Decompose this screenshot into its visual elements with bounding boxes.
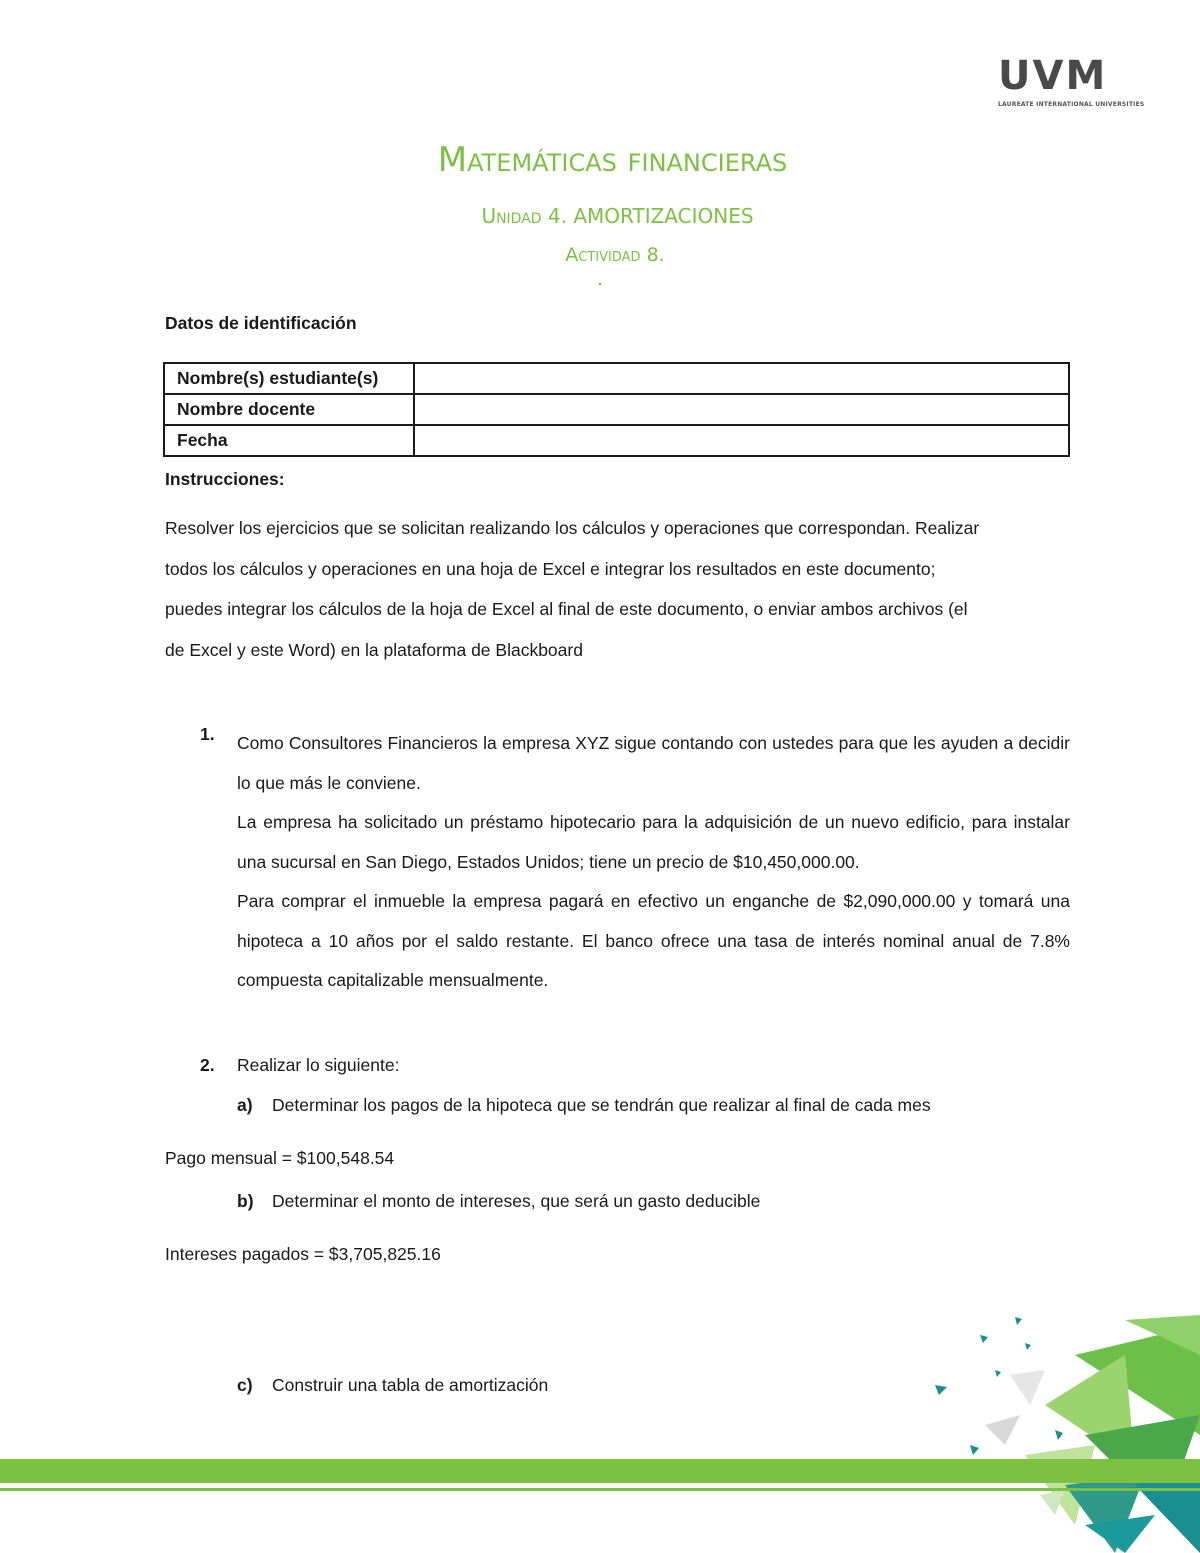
instruction-line: puedes integrar los cálculos de la hoja de Excel al final de este documento, o enviar ambos archivos (el	[165, 599, 968, 619]
footer-bar	[0, 1459, 1200, 1483]
item-number: 1.	[200, 724, 215, 744]
activity-label: Actividad 8.	[565, 244, 665, 266]
item-1-paragraph: Para comprar el inmueble la empresa pagará en efectivo un enganche de $2,090,000.00 y tomará una hipoteca a 10 años por el saldo restante. El banco ofrece una tasa de interés nominal anual de 7.8% compuesta capitalizable mensualmente.	[237, 891, 1070, 990]
row-value[interactable]	[414, 394, 1069, 425]
item-1-content	[237, 724, 1070, 1001]
row-label: Nombre docente	[164, 394, 414, 425]
logo-tagline: LAUREATE INTERNATIONAL UNIVERSITIES	[998, 101, 1145, 108]
footer-line	[0, 1488, 1200, 1491]
decorative-dot	[599, 283, 601, 285]
unit-subtitle: Unidad 4. AMORTIZACIONES	[481, 204, 754, 228]
subitem-letter: c)	[237, 1375, 253, 1395]
instructions-heading: Instrucciones:	[165, 469, 285, 489]
document-title: Matemáticas financieras	[437, 140, 788, 180]
instruction-line: Resolver los ejercicios que se solicitan realizando los cálculos y operaciones que correspondan. Realizar	[165, 518, 980, 538]
subitem-letter: a)	[237, 1095, 253, 1115]
decorative-triangles-graphic	[925, 1315, 1200, 1553]
item-1-paragraph: Como Consultores Financieros la empresa XYZ sigue contando con ustedes para que les ayuden a decidir lo que más le conviene.	[237, 733, 1070, 793]
instruction-line: de Excel y este Word) en la plataforma de Blackboard	[165, 639, 583, 660]
identification-heading: Datos de identificación	[165, 313, 357, 333]
table-row	[164, 425, 1069, 456]
subitem-letter: b)	[237, 1191, 254, 1211]
subitem-a-text: Determinar los pagos de la hipoteca que se tendrán que realizar al final de cada mes	[272, 1095, 931, 1115]
instruction-line: todos los cálculos y operaciones en una hoja de Excel e integrar los resultados en este documento;	[165, 558, 936, 579]
uvm-logo	[998, 53, 1145, 109]
subitem-b-text: Determinar el monto de intereses, que será un gasto deducible	[272, 1191, 761, 1211]
row-label: Fecha	[164, 425, 414, 456]
table-row	[164, 363, 1069, 394]
item-2-text: Realizar lo siguiente:	[237, 1055, 400, 1075]
instructions-paragraph	[165, 508, 1075, 670]
monthly-payment-result: Pago mensual = $100,548.54	[165, 1148, 395, 1168]
logo-letters: UVM	[998, 53, 1108, 99]
interest-paid-result: Intereses pagados = $3,705,825.16	[165, 1244, 441, 1264]
row-value[interactable]	[414, 425, 1069, 456]
row-label: Nombre(s) estudiante(s)	[164, 363, 414, 394]
item-1-paragraph: La empresa ha solicitado un préstamo hipotecario para la adquisición de un nuevo edificio, para instalar una sucursal en San Diego, Estados Unidos; tiene un precio de $10,450,000.00.	[237, 812, 1070, 872]
identification-table	[163, 362, 1070, 457]
table-row	[164, 394, 1069, 425]
row-value[interactable]	[414, 363, 1069, 394]
subitem-c-text: Construir una tabla de amortización	[272, 1375, 549, 1395]
item-number: 2.	[200, 1055, 215, 1075]
